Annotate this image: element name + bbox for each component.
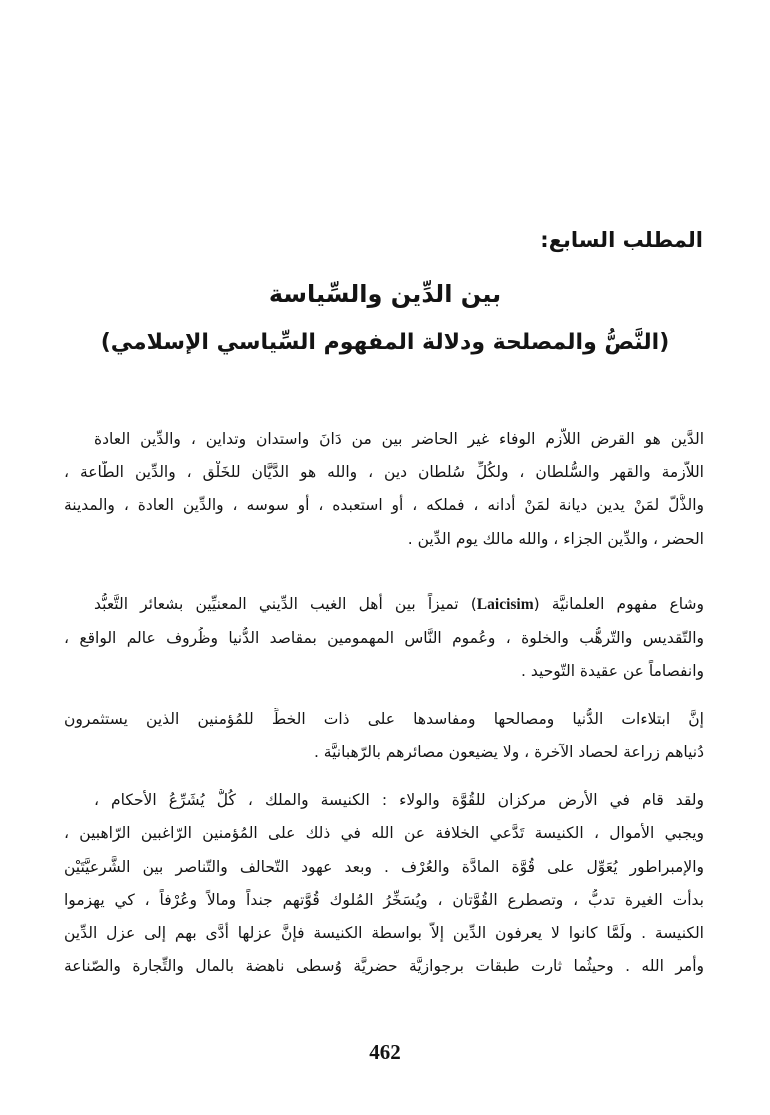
paragraph-2-text-a: وشاع مفهوم العلمانيَّة ( xyxy=(533,595,704,613)
paragraph-2-line-3: وانفصاماً عن عقيدة التّوحيد . xyxy=(521,662,704,680)
latin-term: Laicisim xyxy=(476,596,534,613)
paragraph-4-line-2: ويجبي الأموال ، الكنيسة تَدَّعي الخلافة عن الله في ذلك على المُؤمنين الرّاغبين الرّاهبين ، xyxy=(64,824,704,842)
chapter-title: بين الدِّين والسِّياسة xyxy=(268,280,502,308)
paragraph-4-line-4: بدأت الغيرة تدبُّ ، وتصطرع القُوَّتان ، ويُسَخِّرُ المُلوك قُوَّتهم جنداً ومالاً وعُرْفاً ، كي يهزموا xyxy=(64,891,704,909)
page-number: 462 xyxy=(369,1040,401,1064)
paragraph-2-text-b: ) تميزاً بين أهل الغيب الدِّيني المعنيِّين بشعائر التَّعبُّد xyxy=(94,595,477,613)
paragraph-4-line-6: وأمر الله . وحيثُما ثارت طبقات برجوازيَّة حضريَّة وُسطى ناهضة بالمال والتِّجارة والصّناعة xyxy=(64,957,704,975)
section-label: المطلب السابع: xyxy=(540,228,703,252)
paragraph-1-line-1: الدَّين هو القرض اللاَّزم الوفاء غير الحاضر بين من دَانَ واستدان وتداين ، والدِّين العادة xyxy=(94,430,704,448)
paragraph-3-line-1: إنَّ ابتلاءات الدُّنيا ومصالحها ومفاسدها على ذات الخطِّ للمُؤمنين الذين يستثمرون xyxy=(64,710,704,728)
paragraph-3-line-2: دُنياهم زراعة لحصاد الآخرة ، ولا يضيعون مصائرهم بالرّهبانيَّة . xyxy=(313,743,704,761)
paragraph-1-line-4: الحضر ، والدِّين الجزاء ، والله مالك يوم الدِّين . xyxy=(407,530,704,548)
paragraph-1-line-2: اللاَّزمة والقهر والسُّلطان ، ولكُلِّ سُلطان دين ، والله هو الدَّيَّان للخَلْق ، والدِّين الطَّاعة ، xyxy=(64,463,704,481)
paragraph-4-line-5: الكنيسة . ولَمَّا كانوا لا يعرفون الدِّين إلاَّ بواسطة الكنيسة فإنَّ عزلها أدَّى بهم إلى عزل الدِّين xyxy=(64,924,704,942)
paragraph-4-line-3: والإمبراطور يُعَوِّل على قُوَّة المادَّة والعُرْف . وبعد عهود التّحالف والتّناصر بين الشَّرعيَّتَيْن xyxy=(64,858,704,876)
paragraph-1-line-3: والذُّلّ لمَنْ يدين ديانة لمَنْ أدانه ، فملكه ، أو استعبده ، أو سوسه ، والدِّين العادة ، والمدينة xyxy=(64,496,704,514)
paragraph-2-line-2: والتّقديس والتّرهُّب والخلوة ، وعُموم النَّاس المهمومين بمقاصد الدُّنيا وظُروف عالم الواقع ، xyxy=(64,629,704,647)
paragraph-4-line-1: ولقد قام في الأرض مركزان للقُوَّة والولاء : الكنيسة والملك ، كُلٌّ يُشَرِّعُ الأحكام ، xyxy=(94,791,704,809)
paragraph-2-line-1 xyxy=(94,593,704,616)
chapter-subtitle: (النَّصُّ والمصلحة ودلالة المفهوم السِّياسي الإسلامي) xyxy=(100,330,670,355)
